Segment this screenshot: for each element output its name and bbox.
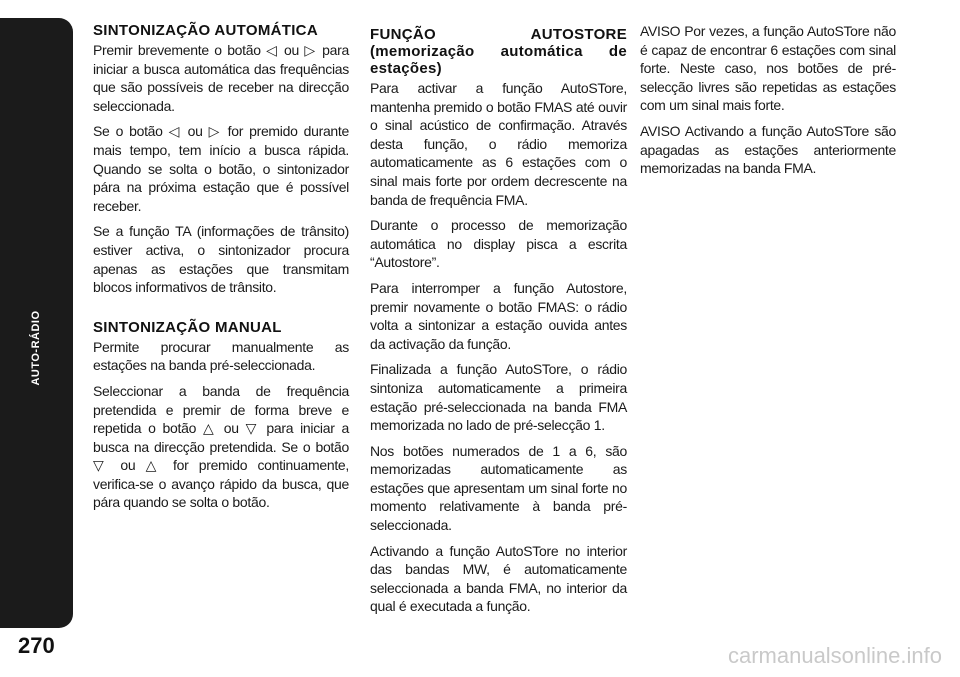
column-3 bbox=[640, 22, 896, 185]
paragraph: Durante o processo de memorização automática no display pisca a escrita “Autostore”. bbox=[370, 217, 627, 271]
paragraph: Nos botões numerados de 1 a 6, são memorizadas automaticamente as estações que apresentam um sinal forte no momento relativamente à banda pré-seleccionada. bbox=[370, 442, 627, 534]
heading-autostore: FUNÇÃO AUTOSTORE (memorização automática de estações) bbox=[370, 26, 627, 77]
section-tab bbox=[0, 18, 73, 628]
paragraph: Permite procurar manualmente as estações na banda pré-seleccionada. bbox=[93, 338, 349, 374]
paragraph: Finalizada a função AutoSTore, o rádio sintoniza automaticamente a primeira estação pré-seleccionada na banda FMA memorizada no lado de pré-selecção 1. bbox=[370, 361, 627, 434]
paragraph: Se a função TA (informações de trânsito) estiver activa, o sintonizador procura apenas as estações que transmitam blocos informativos de trânsito. bbox=[93, 223, 349, 296]
warning-paragraph: AVISO Activando a função AutoSTore são apagadas as estações anteriormente memorizadas na banda FMA. bbox=[640, 122, 896, 177]
paragraph: Seleccionar a banda de frequência pretendida e premir de forma breve e repetida o botão △ ou ▽ para iniciar a busca na direcção pretendida. Se o botão ▽ ou △ for premido continuamente, verifica-se o avanço rápido da busca, que pára quando se solta o botão. bbox=[93, 382, 349, 511]
page-number: 270 bbox=[18, 633, 55, 658]
paragraph: Para interromper a função Autostore, premir novamente o botão FMAS: o rádio volta a sintonizar a estação ouvida antes da activação da função. bbox=[370, 279, 627, 352]
paragraph: Activando a função AutoSTore no interior das bandas MW, é automaticamente seleccionada a banda FMA, no interior da qual é executada a função. bbox=[370, 542, 627, 615]
heading-automatic-tuning: SINTONIZAÇÃO AUTOMÁTICA bbox=[93, 22, 318, 39]
paragraph: Se o botão ◁ ou ▷ for premido durante mais tempo, tem início a busca rápida. Quando se solta o botão, o sintonizador pára na próxima estação que é possível receber. bbox=[93, 123, 349, 214]
paragraph: Premir brevemente o botão ◁ ou ▷ para iniciar a busca automática das frequências que são possíveis de receber na direcção seleccionada. bbox=[93, 42, 349, 114]
column-1 bbox=[93, 22, 349, 519]
watermark: carmanualsonline.info bbox=[727, 643, 942, 668]
section-label: AUTO-RÁDIO bbox=[30, 310, 42, 386]
column-2 bbox=[370, 26, 627, 623]
paragraph: Para activar a função AutoSTore, mantenha premido o botão FMAS até ouvir o sinal acústico de confirmação. Através desta função, o rádio memoriza automaticamente as 6 estações com o sinal mais forte por ordem decrescente na banda de frequência FMA. bbox=[370, 80, 627, 208]
warning-paragraph: AVISO Por vezes, a função AutoSTore não é capaz de encontrar 6 estações com sinal forte. Neste caso, nos botões de pré-selecção livres são repetidas as estações com um sinal mais forte. bbox=[640, 23, 896, 114]
heading-manual-tuning: SINTONIZAÇÃO MANUAL bbox=[93, 318, 282, 336]
